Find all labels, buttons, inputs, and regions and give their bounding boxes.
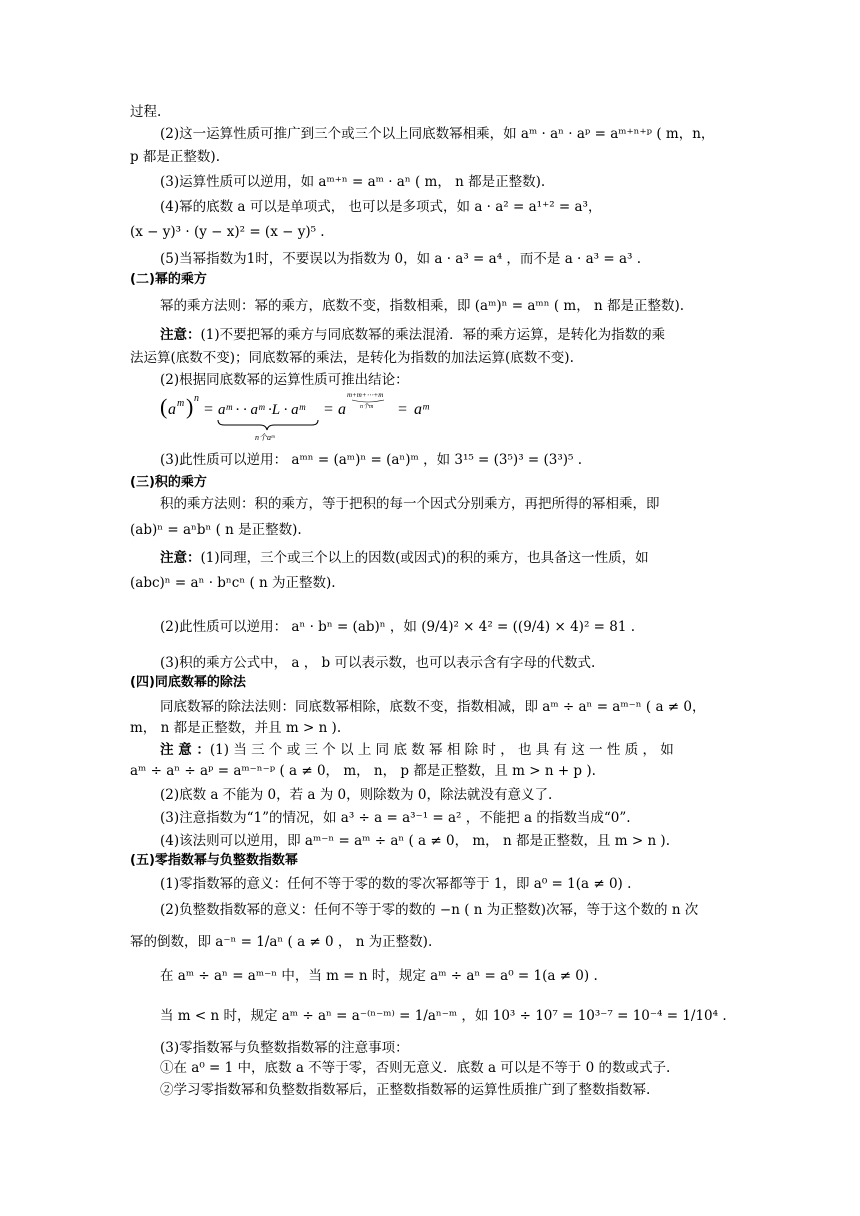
- text-line: (3)注意指数为“1”的情况，如 a³ ÷ a = a³⁻¹ = a² ，不能把 a 的指数当成“0”.: [160, 810, 631, 826]
- rhs: aᵐ: [414, 401, 429, 418]
- text-line: 幂的乘方法则：幂的乘方，底数不变，指数相乘，即 (aᵐ)ⁿ = aᵐⁿ ( m， n 都是正整数).: [160, 298, 685, 314]
- section-heading: (三)积的乘方: [130, 475, 207, 490]
- text-line: (ab)ⁿ = aⁿbⁿ ( n 是正整数).: [130, 522, 302, 538]
- text-line: 同底数幂的除法法则：同底数幂相除，底数不变，指数相减，即 aᵐ ÷ aⁿ = aᵐ⁻ⁿ ( a ≠ 0，: [160, 699, 706, 715]
- text-line: ②学习零指数幂和负整数指数幂后，正整数指数幂的运算性质推广到了整数指数幂.: [160, 1082, 651, 1098]
- mid-exp-bottom: n个m: [360, 404, 374, 410]
- section-heading: (五)零指数幂与负整数指数幂: [130, 853, 298, 868]
- derivation-formula: [160, 390, 480, 440]
- text-line: [160, 740, 730, 760]
- note-label: 注意：: [160, 550, 201, 566]
- text-line: (3)积的乘方公式中， a ， b 可以表示数，也可以表示含有字母的代数式.: [160, 655, 596, 671]
- text-line: (4)该法则可以逆用，即 aᵐ⁻ⁿ = aᵐ ÷ aⁿ ( a ≠ 0， m， n 都是正整数，且 m > n ).: [160, 833, 670, 849]
- equals-sign: =: [204, 401, 214, 418]
- text-line: (1)零指数幂的意义：任何不等于零的数的零次幂都等于 1，即 a⁰ = 1(a ≠ 0) .: [160, 876, 632, 892]
- section-heading: (四)同底数幂的除法: [130, 675, 246, 690]
- mid-base: a: [338, 401, 346, 418]
- text-line: [160, 325, 730, 345]
- exp-brace: [352, 400, 384, 402]
- text-line: 在 aᵐ ÷ aⁿ = aᵐ⁻ⁿ 中，当 m = n 时，规定 aᵐ ÷ aⁿ = a⁰ = 1(a ≠ 0) .: [160, 968, 598, 984]
- text-line: 幂的倒数，即 a⁻ⁿ = 1/aⁿ ( a ≠ 0 ， n 为正整数).: [130, 934, 433, 950]
- note-text: (1) 当 三 个 或 三 个 以 上 同 底 数 幂 相 除 时 ， 也 具 有 这 一 性 质 ， 如: [209, 742, 674, 758]
- text-line: ①在 a⁰ = 1 中，底数 a 不等于零，否则无意义．底数 a 可以是不等于 0 的数或式子.: [160, 1060, 671, 1076]
- text-line: (3)零指数幂与负整数指数幂的注意事项：: [160, 1040, 409, 1056]
- note-label: 注意：: [160, 327, 201, 343]
- lhs-inner-exp: m: [177, 398, 185, 409]
- text-line: [160, 548, 730, 568]
- note-label: 注 意 ：: [160, 742, 210, 758]
- text-line: 法运算(底数不变)；同底数幂的乘法，是转化为指数的加法运算(底数不变).: [130, 350, 574, 366]
- text-line: 过程.: [130, 104, 162, 120]
- text-line: (2)根据同底数幂的运算性质可推出结论：: [160, 372, 409, 388]
- text-line: aᵐ ÷ aⁿ ÷ aᵖ = aᵐ⁻ⁿ⁻ᵖ ( a ≠ 0， m， n， p 都是正整数，且 m > n + p ).: [130, 763, 596, 779]
- svg-text:(: (: [160, 394, 168, 419]
- text-line: (2)负整数指数幂的意义：任何不等于零的数的 −n ( n 为正整数)次幂，等于这个数的 n 次: [160, 902, 699, 918]
- text-line: p 都是正整数).: [130, 149, 220, 165]
- text-line: (4)幂的底数 a 可以是单项式， 也可以是多项式，如 a · a² = a¹⁺² = a³，: [160, 199, 602, 215]
- lhs-outer-exp: n: [194, 393, 199, 404]
- text-line: (2)此性质可以逆用： aⁿ · bⁿ = (ab)ⁿ ，如 (9/4)² × 4² = ((9/4) × 4)² = 81 .: [160, 619, 636, 635]
- section-heading: (二)幂的乘方: [130, 272, 207, 287]
- equals-sign: =: [398, 401, 408, 418]
- text-line: 当 m < n 时，规定 aᵐ ÷ aⁿ = a⁻⁽ⁿ⁻ᵐ⁾ = 1/aⁿ⁻ᵐ ，如 10³ ÷ 10⁷ = 10³⁻⁷ = 10⁻⁴ = 1/10⁴ .: [160, 1008, 727, 1024]
- text-line: (2)底数 a 不能为 0，若 a 为 0，则除数为 0，除法就没有意义了.: [160, 787, 553, 803]
- text-line: (5)当幂指数为1时，不要误以为指数为 0，如 a · a³ = a⁴ ，而不是 a · a³ = a³ .: [160, 251, 642, 267]
- svg-text:): ): [186, 394, 194, 419]
- note-text: (1)同理，三个或三个以上的因数(或因式)的积的乘方，也具备这一性质，如: [200, 550, 649, 566]
- equals-sign: =: [324, 401, 334, 418]
- mid-exp-top: m+m+⋯+m: [347, 391, 384, 399]
- text-line: 积的乘方法则：积的乘方，等于把积的每一个因式分别乘方，再把所得的幂相乘，即: [160, 496, 660, 512]
- text-line: (x − y)³ · (y − x)² = (x − y)⁵ .: [130, 224, 325, 240]
- text-line: (2)这一运算性质可推广到三个或三个以上同底数幂相乘，如 aᵐ · aⁿ · aᵖ = aᵐ⁺ⁿ⁺ᵖ ( m，n，: [160, 126, 715, 142]
- text-line: m， n 都是正整数，并且 m > n ).: [130, 720, 342, 736]
- text-line: (3)运算性质可以逆用，如 aᵐ⁺ⁿ = aᵐ · aⁿ ( m， n 都是正整数).: [160, 174, 546, 190]
- note-text: (1)不要把幂的乘方与同底数幂的乘法混淆．幂的乘方运算，是转化为指数的乘: [200, 327, 666, 343]
- text-line: (3)此性质可以逆用： aᵐⁿ = (aᵐ)ⁿ = (aⁿ)ᵐ ，如 3¹⁵ = (3⁵)³ = (3³)⁵ .: [160, 452, 583, 468]
- underbrace: [218, 420, 318, 430]
- brace-label: n个aᵐ: [255, 433, 275, 442]
- product-terms: aᵐ · · aᵐ ·L · aᵐ: [218, 402, 305, 418]
- power-of-power-derivation: [160, 390, 480, 440]
- lhs-base: a: [168, 401, 176, 418]
- text-line: (abc)ⁿ = aⁿ · bⁿcⁿ ( n 为正整数).: [130, 575, 336, 591]
